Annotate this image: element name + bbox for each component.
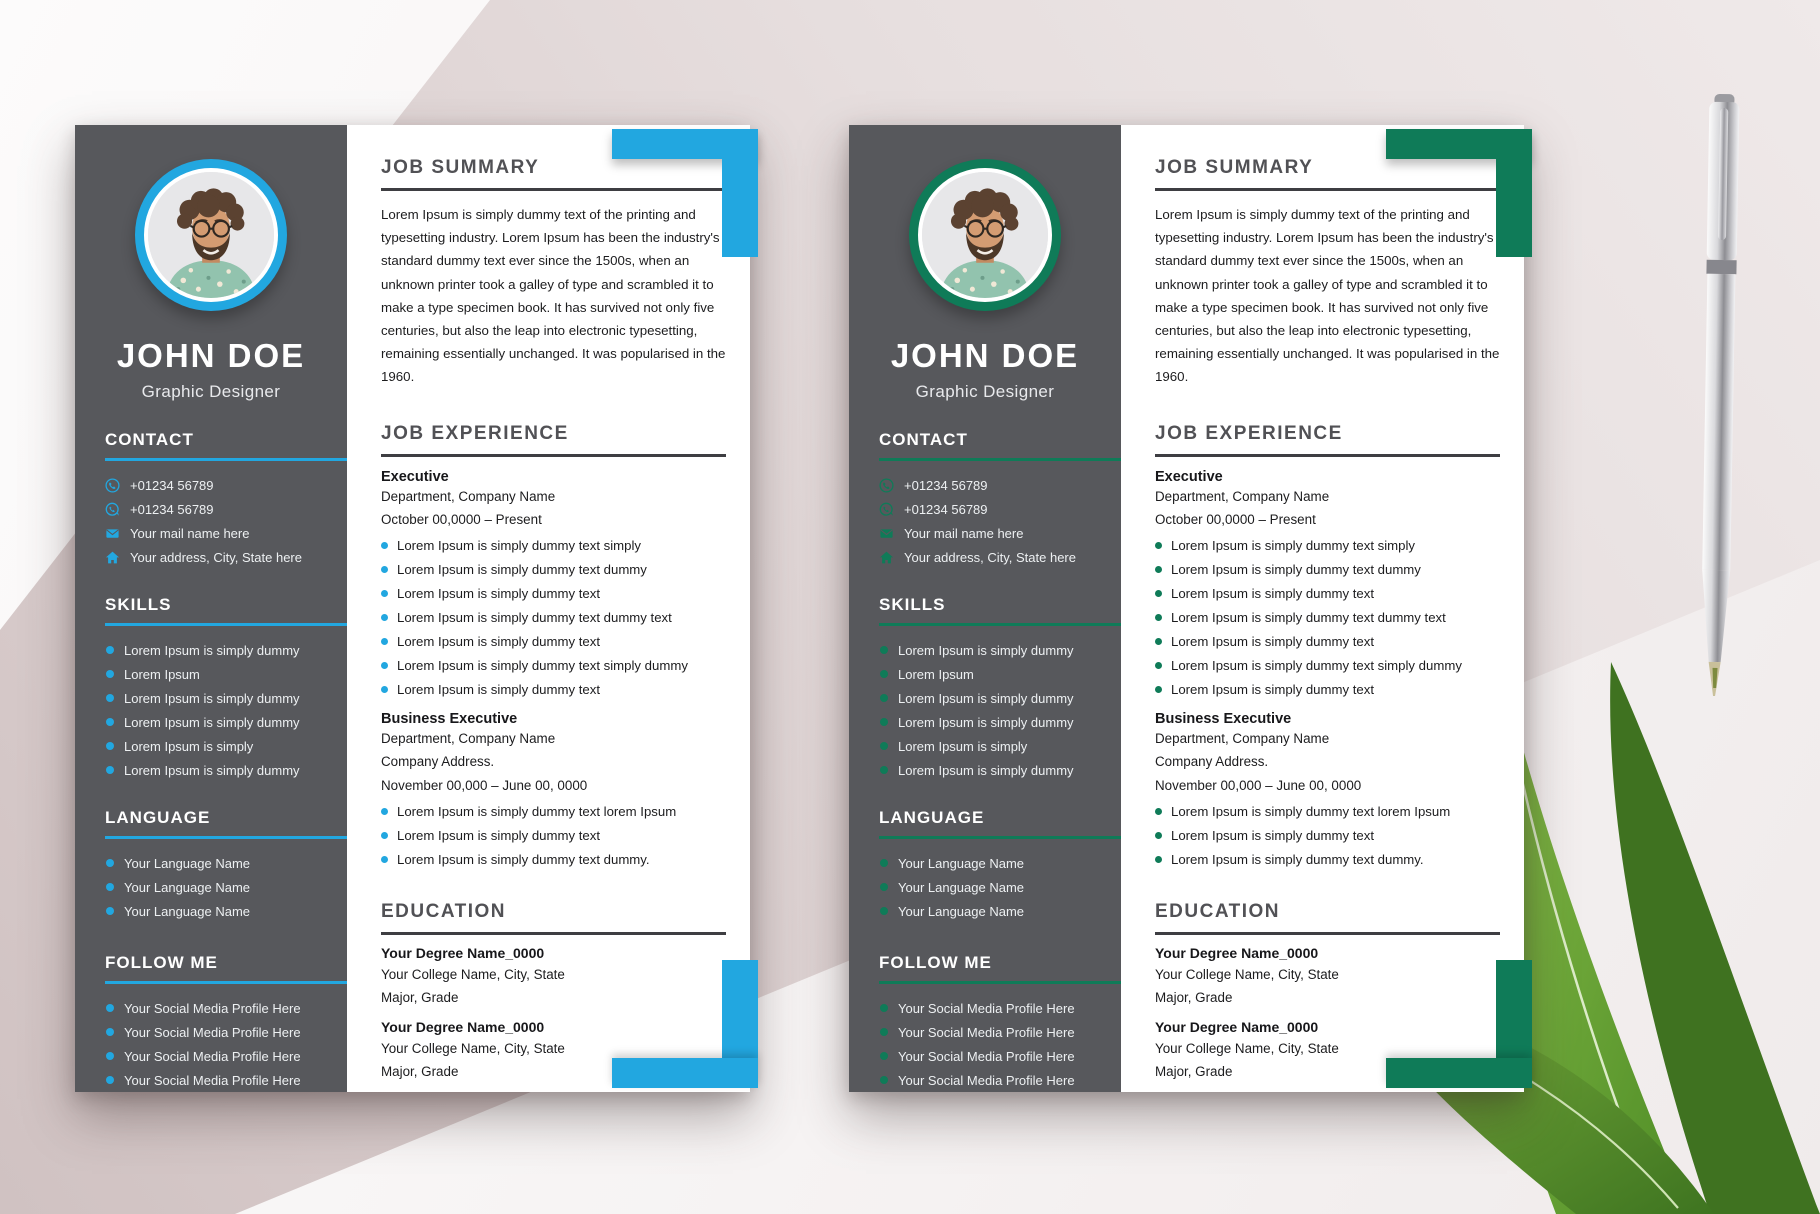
skills-section: [75, 595, 347, 782]
contact-text: Your address, City, State here: [904, 549, 1076, 565]
list-item-text: Lorem Ipsum is simply dummy text dummy.: [397, 851, 650, 867]
job-dates: November 00,000 – June 00, 0000: [381, 777, 588, 793]
list-item: [849, 851, 1121, 875]
skills-list: [849, 638, 1121, 782]
section-underline: [105, 458, 347, 461]
job-title: Graphic Designer: [141, 382, 281, 401]
job-company: Department, Company Name: [381, 730, 556, 746]
job-entry: [381, 469, 726, 702]
bullet-dot-icon: [106, 1004, 114, 1012]
list-item-text: Your Social Media Profile Here: [124, 1072, 301, 1088]
list-item: [381, 582, 726, 606]
list-item-text: Lorem Ipsum is simply dummy: [124, 642, 300, 658]
list-item: [381, 630, 726, 654]
language-list: [75, 851, 347, 923]
corner-accent-top-vertical: [722, 129, 758, 257]
section-underline: [381, 188, 726, 191]
person-name: JOHN DOE: [116, 337, 306, 374]
major-grade: Major, Grade: [381, 989, 459, 1005]
contact-row: [75, 497, 347, 521]
section-heading: EDUCATION: [1155, 901, 1281, 923]
contact-row: [849, 521, 1121, 545]
list-item: [849, 758, 1121, 782]
section-heading: EDUCATION: [381, 901, 507, 923]
bullet-dot-icon: [106, 646, 114, 654]
job-role: Executive: [381, 468, 449, 485]
list-item: [75, 851, 347, 875]
list-item: [849, 686, 1121, 710]
list-item-text: Lorem Ipsum is simply dummy text dummy: [397, 562, 647, 578]
list-item-text: Lorem Ipsum is simply dummy: [898, 714, 1074, 730]
section-underline: [105, 836, 347, 839]
contact-rows: [849, 473, 1121, 569]
section-underline: [879, 458, 1121, 461]
bullet-dot-icon: [106, 718, 114, 726]
college-name: Your College Name, City, State: [1155, 967, 1339, 983]
list-item-text: Lorem Ipsum is simply dummy text: [1171, 634, 1374, 650]
bullet-dot-icon: [381, 686, 388, 693]
contact-text: Your mail name here: [904, 525, 1024, 541]
job-entry: [1155, 469, 1500, 702]
bullet-dot-icon: [880, 742, 888, 750]
degree-name: Your Degree Name_0000: [1155, 945, 1319, 962]
section-underline: [879, 836, 1121, 839]
contact-text: +01234 56789: [130, 501, 214, 517]
list-item-text: Your Social Media Profile Here: [898, 1048, 1075, 1064]
contact-text: Your mail name here: [130, 525, 250, 541]
list-item-text: Lorem Ipsum is simply dummy: [124, 762, 300, 778]
bullet-dot-icon: [880, 766, 888, 774]
bullet-dot-icon: [1155, 856, 1162, 863]
section-heading: JOB EXPERIENCE: [1155, 422, 1343, 444]
list-item: [1155, 582, 1500, 606]
bullet-dot-icon: [880, 1028, 888, 1036]
list-item: [1155, 630, 1500, 654]
major-grade: Major, Grade: [1155, 989, 1233, 1005]
job-experience-section: [1155, 423, 1500, 872]
list-item-text: Your Social Media Profile Here: [898, 1024, 1075, 1040]
resume-page-right: [849, 125, 1524, 1092]
profile-photo: [918, 168, 1052, 302]
bullet-dot-icon: [381, 638, 388, 645]
bullet-dot-icon: [381, 662, 388, 669]
list-item-text: Lorem Ipsum is simply dummy text simply: [1171, 538, 1416, 554]
list-item-text: Lorem Ipsum is simply dummy: [898, 642, 1074, 658]
section-heading: CONTACT: [105, 430, 194, 449]
list-item-text: Lorem Ipsum: [124, 666, 200, 682]
job-title: Graphic Designer: [915, 382, 1055, 401]
list-item-text: Your Social Media Profile Here: [124, 1024, 301, 1040]
education-entry: [381, 942, 726, 1009]
bullet-dot-icon: [106, 670, 114, 678]
job-address: Company Address.: [381, 754, 495, 770]
job-dates: October 00,0000 – Present: [381, 512, 542, 528]
section-heading: LANGUAGE: [105, 808, 211, 827]
list-item: [75, 875, 347, 899]
list-item: [381, 606, 726, 630]
education-section: [381, 901, 726, 1083]
list-item-text: Lorem Ipsum is simply dummy text: [1171, 682, 1374, 698]
job-entry: [1155, 711, 1500, 872]
list-item-text: Lorem Ipsum is simply dummy text: [397, 586, 600, 602]
section-heading: JOB SUMMARY: [381, 157, 540, 178]
list-item-text: Lorem Ipsum is simply dummy text lorem Ipsum: [1171, 803, 1451, 819]
contact-row: [849, 497, 1121, 521]
section-underline: [105, 623, 347, 626]
list-item-text: Lorem Ipsum is simply: [124, 738, 254, 754]
avatar-illustration: [148, 172, 274, 298]
job-role: Business Executive: [1155, 710, 1292, 727]
bullet-dot-icon: [381, 808, 388, 815]
list-item-text: Lorem Ipsum is simply dummy text dummy: [1171, 562, 1421, 578]
job-dates: October 00,0000 – Present: [1155, 512, 1316, 528]
bullet-dot-icon: [106, 766, 114, 774]
language-section: [849, 808, 1121, 923]
section-underline: [381, 932, 726, 935]
list-item-text: Your Language Name: [124, 879, 251, 895]
bullet-dot-icon: [106, 859, 114, 867]
list-item-text: Lorem Ipsum is simply dummy text dummy text: [1171, 610, 1446, 626]
job-company: Department, Company Name: [381, 488, 556, 504]
section-heading: CONTACT: [879, 430, 968, 449]
section-heading: LANGUAGE: [879, 808, 985, 827]
contact-rows: [75, 473, 347, 569]
bullet-dot-icon: [1155, 662, 1162, 669]
list-item: [75, 1068, 347, 1092]
follow-me-section: [849, 953, 1121, 1092]
job-company: Department, Company Name: [1155, 488, 1330, 504]
list-item-text: Your Language Name: [898, 879, 1025, 895]
list-item-text: Your Social Media Profile Here: [124, 1000, 301, 1016]
section-heading: FOLLOW ME: [105, 953, 218, 972]
phone-icon: [879, 478, 894, 493]
section-underline: [105, 981, 347, 984]
list-item: [849, 1020, 1121, 1044]
bullet-dot-icon: [1155, 614, 1162, 621]
list-item: [75, 710, 347, 734]
bullet-dot-icon: [381, 856, 388, 863]
section-underline: [1155, 932, 1500, 935]
list-item: [849, 710, 1121, 734]
bullet-dot-icon: [106, 1076, 114, 1084]
list-item: [381, 799, 726, 823]
contact-row: [849, 473, 1121, 497]
bullet-dot-icon: [381, 590, 388, 597]
job-summary-section: [381, 157, 726, 389]
list-item: [381, 654, 726, 678]
contact-row: [75, 521, 347, 545]
list-item: [1155, 823, 1500, 847]
bullet-dot-icon: [1155, 686, 1162, 693]
contact-text: +01234 56789: [904, 477, 988, 493]
bullet-dot-icon: [880, 907, 888, 915]
list-item: [1155, 847, 1500, 871]
list-item: [75, 758, 347, 782]
follow-me-list: [75, 996, 347, 1092]
list-item-text: Lorem Ipsum is simply dummy text: [397, 634, 600, 650]
bullet-dot-icon: [1155, 808, 1162, 815]
contact-text: +01234 56789: [904, 501, 988, 517]
list-item-text: Lorem Ipsum is simply: [898, 738, 1028, 754]
list-item-text: Lorem Ipsum is simply dummy text: [397, 827, 600, 843]
bullet-dot-icon: [106, 1028, 114, 1036]
college-name: Your College Name, City, State: [381, 967, 565, 983]
section-heading: JOB SUMMARY: [1155, 157, 1314, 178]
avatar-illustration: [922, 172, 1048, 298]
main-content: [347, 125, 750, 1092]
contact-text: Your address, City, State here: [130, 549, 302, 565]
section-underline: [1155, 188, 1500, 191]
mail-icon: [105, 526, 120, 541]
list-item-text: Your Social Media Profile Here: [898, 1000, 1075, 1016]
list-item-text: Lorem Ipsum is simply dummy text dummy.: [1171, 851, 1424, 867]
job-role: Executive: [1155, 468, 1223, 485]
list-item-text: Your Social Media Profile Here: [124, 1048, 301, 1064]
degree-name: Your Degree Name_0000: [381, 945, 545, 962]
list-item: [381, 847, 726, 871]
list-item: [1155, 606, 1500, 630]
bullet-dot-icon: [880, 883, 888, 891]
list-item-text: Lorem Ipsum is simply dummy text dummy text: [397, 610, 672, 626]
section-heading: SKILLS: [105, 595, 172, 614]
list-item-text: Lorem Ipsum is simply dummy text: [1171, 586, 1374, 602]
bullet-dot-icon: [381, 566, 388, 573]
job-bullet-list: [1155, 799, 1500, 871]
profile-photo-ring: [135, 159, 287, 311]
list-item: [75, 734, 347, 758]
job-dates: November 00,000 – June 00, 0000: [1155, 777, 1362, 793]
job-bullet-list: [381, 799, 726, 871]
list-item: [1155, 799, 1500, 823]
list-item-text: Lorem Ipsum is simply dummy text simply dummy: [1171, 658, 1462, 674]
contact-text: +01234 56789: [130, 477, 214, 493]
bullet-dot-icon: [1155, 566, 1162, 573]
list-item-text: Lorem Ipsum is simply dummy: [898, 690, 1074, 706]
bullet-dot-icon: [880, 1076, 888, 1084]
list-item-text: Your Language Name: [124, 903, 251, 919]
list-item: [849, 734, 1121, 758]
list-item: [75, 638, 347, 662]
contact-row: [75, 545, 347, 569]
bullet-dot-icon: [880, 718, 888, 726]
follow-me-list: [849, 996, 1121, 1092]
bullet-dot-icon: [1155, 590, 1162, 597]
corner-accent-bottom-horizontal: [612, 1058, 758, 1088]
section-heading: FOLLOW ME: [879, 953, 992, 972]
list-item-text: Your Social Media Profile Here: [898, 1072, 1075, 1088]
sidebar: [849, 125, 1121, 1092]
job-entry: [381, 711, 726, 872]
list-item: [849, 1068, 1121, 1092]
contact-row: [75, 473, 347, 497]
resume-page-left: [75, 125, 750, 1092]
list-item: [1155, 558, 1500, 582]
college-name: Your College Name, City, State: [381, 1041, 565, 1057]
education-section: [1155, 901, 1500, 1083]
contact-row: [849, 545, 1121, 569]
list-item: [849, 875, 1121, 899]
list-item: [75, 996, 347, 1020]
bullet-dot-icon: [880, 646, 888, 654]
list-item: [849, 996, 1121, 1020]
list-item-text: Your Language Name: [898, 903, 1025, 919]
job-company: Department, Company Name: [1155, 730, 1330, 746]
language-section: [75, 808, 347, 923]
sidebar: [75, 125, 347, 1092]
list-item-text: Lorem Ipsum is simply dummy: [124, 714, 300, 730]
list-item: [75, 1020, 347, 1044]
list-item-text: Lorem Ipsum is simply dummy: [898, 762, 1074, 778]
major-grade: Major, Grade: [1155, 1063, 1233, 1079]
bullet-dot-icon: [381, 542, 388, 549]
skills-list: [75, 638, 347, 782]
list-item-text: Lorem Ipsum is simply dummy text simply dummy: [397, 658, 688, 674]
degree-name: Your Degree Name_0000: [381, 1019, 545, 1036]
bullet-dot-icon: [106, 907, 114, 915]
degree-name: Your Degree Name_0000: [1155, 1019, 1319, 1036]
contact-section: [849, 430, 1121, 569]
bullet-dot-icon: [880, 1052, 888, 1060]
list-item: [849, 899, 1121, 923]
skills-section: [849, 595, 1121, 782]
corner-accent-bottom-horizontal: [1386, 1058, 1532, 1088]
list-item: [75, 899, 347, 923]
bullet-dot-icon: [880, 670, 888, 678]
list-item-text: Lorem Ipsum is simply dummy text simply: [397, 538, 642, 554]
home-icon: [105, 550, 120, 565]
list-item: [849, 638, 1121, 662]
list-item: [1155, 534, 1500, 558]
list-item: [1155, 678, 1500, 702]
bullet-dot-icon: [106, 694, 114, 702]
bullet-dot-icon: [381, 614, 388, 621]
college-name: Your College Name, City, State: [1155, 1041, 1339, 1057]
list-item-text: Lorem Ipsum is simply dummy text: [1171, 827, 1374, 843]
main-content: [1121, 125, 1524, 1092]
contact-section: [75, 430, 347, 569]
profile-photo: [144, 168, 278, 302]
list-item: [75, 686, 347, 710]
whatsapp-icon: [879, 502, 894, 517]
job-experience-section: [381, 423, 726, 872]
job-summary-section: [1155, 157, 1500, 389]
follow-me-section: [75, 953, 347, 1092]
list-item: [849, 662, 1121, 686]
home-icon: [879, 550, 894, 565]
section-underline: [879, 981, 1121, 984]
list-item-text: Lorem Ipsum is simply dummy text lorem Ipsum: [397, 803, 677, 819]
list-item: [381, 534, 726, 558]
bullet-dot-icon: [106, 742, 114, 750]
profile-photo-ring: [909, 159, 1061, 311]
list-item-text: Lorem Ipsum is simply dummy text: [397, 682, 600, 698]
job-bullet-list: [381, 534, 726, 702]
bullet-dot-icon: [381, 832, 388, 839]
bullet-dot-icon: [1155, 638, 1162, 645]
section-heading: SKILLS: [879, 595, 946, 614]
list-item-text: Lorem Ipsum: [898, 666, 974, 682]
bullet-dot-icon: [880, 1004, 888, 1012]
bullet-dot-icon: [1155, 832, 1162, 839]
job-bullet-list: [1155, 534, 1500, 702]
section-heading: JOB EXPERIENCE: [381, 422, 569, 444]
list-item-text: Lorem Ipsum is simply dummy: [124, 690, 300, 706]
job-address: Company Address.: [1155, 754, 1269, 770]
education-entry: [1155, 942, 1500, 1009]
list-item: [381, 823, 726, 847]
language-list: [849, 851, 1121, 923]
list-item: [849, 1044, 1121, 1068]
section-underline: [381, 454, 726, 457]
bullet-dot-icon: [880, 694, 888, 702]
list-item: [381, 558, 726, 582]
list-item: [75, 1044, 347, 1068]
bullet-dot-icon: [880, 859, 888, 867]
whatsapp-icon: [105, 502, 120, 517]
job-role: Business Executive: [381, 710, 518, 727]
mail-icon: [879, 526, 894, 541]
list-item: [1155, 654, 1500, 678]
bullet-dot-icon: [106, 883, 114, 891]
section-underline: [879, 623, 1121, 626]
phone-icon: [105, 478, 120, 493]
corner-accent-top-vertical: [1496, 129, 1532, 257]
bullet-dot-icon: [106, 1052, 114, 1060]
bullet-dot-icon: [1155, 542, 1162, 549]
major-grade: Major, Grade: [381, 1063, 459, 1079]
list-item: [381, 678, 726, 702]
person-name: JOHN DOE: [890, 337, 1080, 374]
list-item-text: Your Language Name: [898, 855, 1025, 871]
section-underline: [1155, 454, 1500, 457]
list-item: [75, 662, 347, 686]
list-item-text: Your Language Name: [124, 855, 251, 871]
summary-paragraph: Lorem Ipsum is simply dummy text of the printing and typesetting industry. Lorem Ipsum has been the industry's standard dummy text ever since the 1500s, when an unknown printer took a galley of type and scrambled it to make a type specimen book. It has survived not only five centuries, but also the leap into electronic typesetting, remaining essentially unchanged. It was popularised in the 1960.: [381, 207, 726, 385]
summary-paragraph: Lorem Ipsum is simply dummy text of the printing and typesetting industry. Lorem Ipsum has been the industry's standard dummy text ever since the 1500s, when an unknown printer took a galley of type and scrambled it to make a type specimen book. It has survived not only five centuries, but also the leap into electronic typesetting, remaining essentially unchanged. It was popularised in the 1960.: [1155, 207, 1500, 385]
